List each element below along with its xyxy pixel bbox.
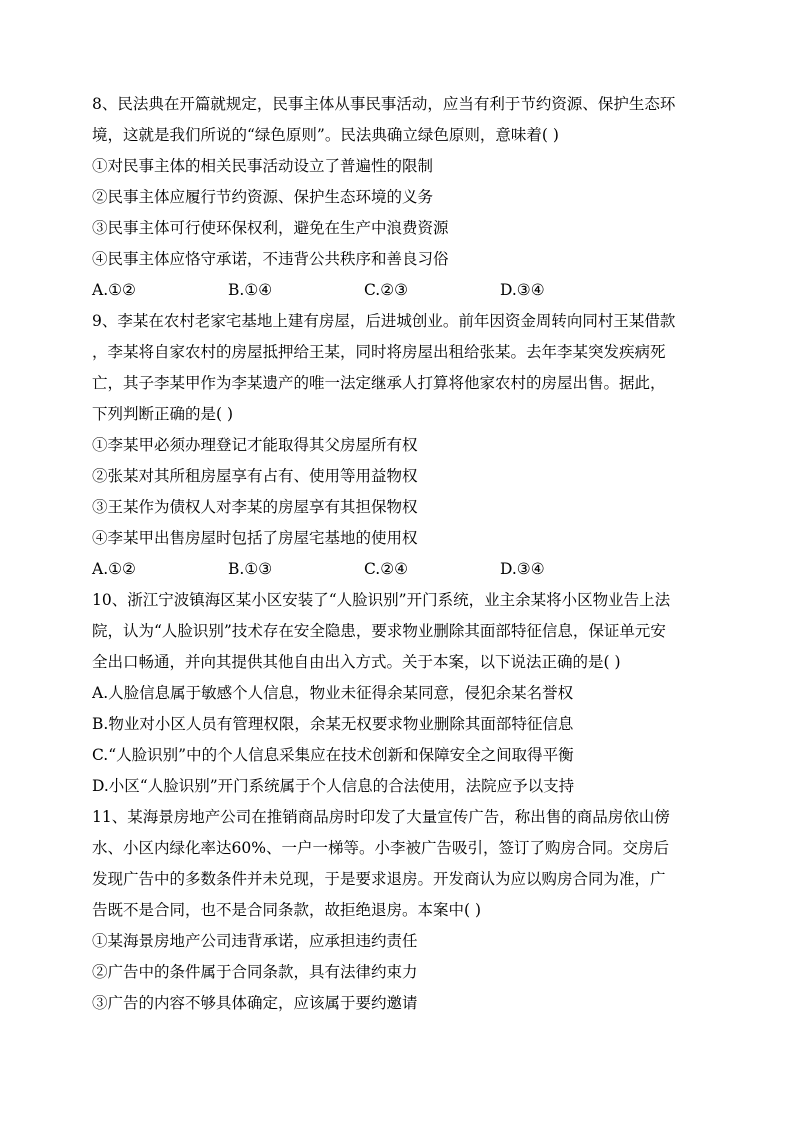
question-11	[92, 802, 712, 1019]
question-stem-line: 告既不是合同，也不是合同条款，故拒绝退房。本案中( )	[92, 901, 482, 919]
statement: ①某海景房地产公司违背承诺，应承担违约责任	[92, 932, 418, 950]
question-stem-line: ，李某将自家农村的房屋抵押给王某，同时将房屋出租给张某。去年李某突发疾病死	[92, 343, 666, 361]
option-a: A.①②	[92, 560, 136, 578]
question-8	[92, 89, 712, 306]
question-stem-line: 下列判断正确的是( )	[92, 405, 234, 423]
question-stem-line: 水、小区内绿化率达60%、一户一梯等。小李被广告吸引，签订了购房合同。交房后	[92, 839, 669, 857]
statement: ③民事主体可行使环保权利，避免在生产中浪费资源	[92, 219, 449, 237]
option-b: B.物业对小区人员有管理权限，余某无权要求物业删除其面部特征信息	[92, 715, 574, 733]
statement: ③王某作为债权人对李某的房屋享有其担保物权	[92, 498, 418, 516]
statement: ③广告的内容不够具体确定，应该属于要约邀请	[92, 994, 418, 1012]
option-c: C.②③	[364, 281, 409, 299]
question-10	[92, 585, 712, 802]
question-stem-line: 8、民法典在开篇就规定，民事主体从事民事活动，应当有利于节约资源、保护生态环	[92, 95, 676, 113]
statement: ②广告中的条件属于合同条款，具有法律约束力	[92, 963, 418, 981]
statement: ④李某甲出售房屋时包括了房屋宅基地的使用权	[92, 529, 418, 547]
statement: ①李某甲必须办理登记才能取得其父房屋所有权	[92, 436, 418, 454]
question-9	[92, 306, 712, 585]
question-stem-line: 全出口畅通，并向其提供其他自由出入方式。关于本案，以下说法正确的是( )	[92, 653, 621, 671]
option-a: A.人脸信息属于敏感个人信息，物业未征得余某同意，侵犯余某名誉权	[92, 684, 574, 702]
question-stem-line: 院，认为“人脸识别”技术存在安全隐患，要求物业删除其面部特征信息，保证单元安	[92, 622, 666, 640]
exam-page	[92, 89, 712, 1019]
option-a: A.①②	[92, 281, 136, 299]
option-c: C.“人脸识别”中的个人信息采集应在技术创新和保障安全之间取得平衡	[92, 746, 574, 764]
question-stem-line: 9、李某在农村老家宅基地上建有房屋，后进城创业。前年因资金周转向同村王某借款	[92, 312, 676, 330]
question-stem-line: 境，这就是我们所说的“绿色原则”。民法典确立绿色原则，意味着( )	[92, 126, 559, 144]
question-stem-line: 发现广告中的多数条件并未兑现，于是要求退房。开发商认为应以购房合同为准，广	[92, 870, 666, 888]
option-c: C.②④	[364, 560, 409, 578]
answer-options	[92, 275, 712, 306]
answer-options	[92, 554, 712, 585]
option-d: D.③④	[500, 281, 545, 299]
question-stem-line: 亡，其子李某甲作为李某遗产的唯一法定继承人打算将他家农村的房屋出售。据此，	[92, 374, 666, 392]
option-d: D.③④	[500, 560, 545, 578]
statement: ②张某对其所租房屋享有占有、使用等用益物权	[92, 467, 418, 485]
question-stem-line: 10、浙江宁波镇海区某小区安装了“人脸识别”开门系统，业主余某将小区物业告上法	[92, 591, 671, 609]
question-stem-line: 11、某海景房地产公司在推销商品房时印发了大量宣传广告，称出售的商品房依山傍	[92, 808, 670, 826]
statement: ①对民事主体的相关民事活动设立了普遍性的限制	[92, 157, 434, 175]
statement: ④民事主体应恪守承诺，不违背公共秩序和善良习俗	[92, 250, 449, 268]
option-b: B.①③	[228, 560, 273, 578]
statement: ②民事主体应履行节约资源、保护生态环境的义务	[92, 188, 434, 206]
option-d: D.小区“人脸识别”开门系统属于个人信息的合法使用，法院应予以支持	[92, 777, 575, 795]
option-b: B.①④	[228, 281, 273, 299]
